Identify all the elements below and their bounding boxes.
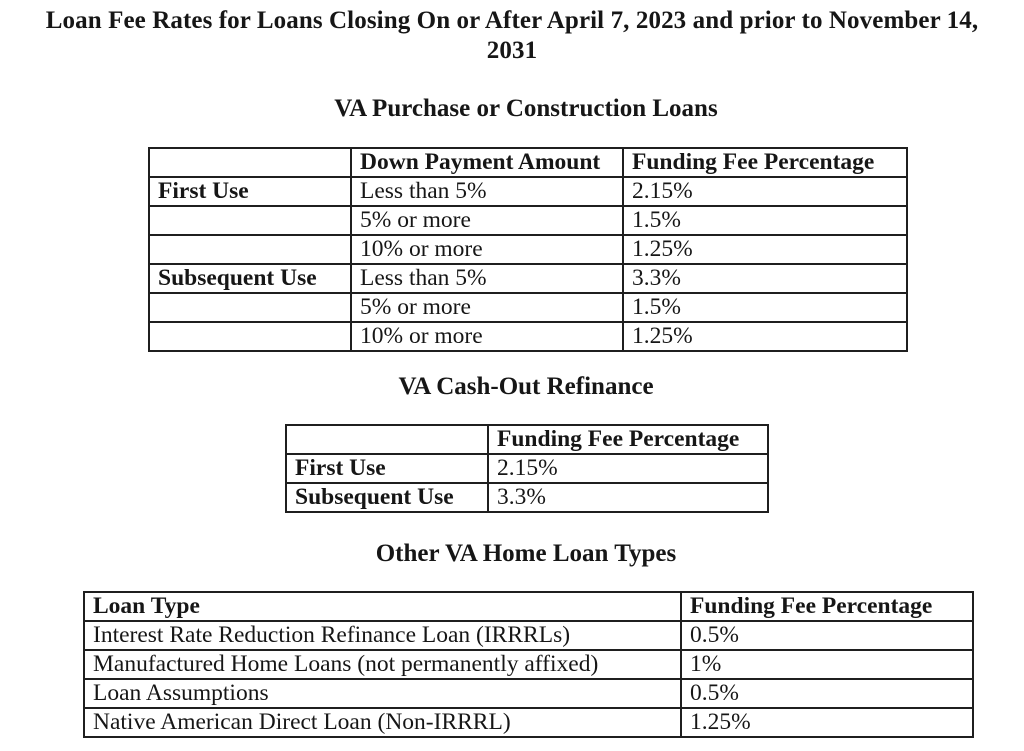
table-cell: 5% or more: [351, 206, 623, 235]
column-header: Funding Fee Percentage: [623, 148, 907, 177]
row-header: Subsequent Use: [286, 483, 488, 512]
row-header: [149, 322, 351, 351]
table-cell: 0.5%: [681, 621, 973, 650]
section-heading-cashout: VA Cash-Out Refinance: [398, 373, 654, 400]
table-cell: Less than 5%: [351, 264, 623, 293]
table-row: [84, 679, 973, 708]
section-heading-other: Other VA Home Loan Types: [375, 540, 677, 567]
table-header-row: [84, 592, 973, 621]
row-header: First Use: [286, 454, 488, 483]
row-header: [149, 235, 351, 264]
purchase-loans-table: [148, 147, 908, 352]
table-cell: 1.25%: [681, 708, 973, 737]
table-cell: Manufactured Home Loans (not permanently affixed): [84, 650, 681, 679]
table-cell: 10% or more: [351, 322, 623, 351]
table-row: [149, 235, 907, 264]
section-heading-purchase: VA Purchase or Construction Loans: [334, 95, 718, 122]
table-row: [84, 621, 973, 650]
table-cell: 2.15%: [623, 177, 907, 206]
table-cell: 5% or more: [351, 293, 623, 322]
page-title: Loan Fee Rates for Loans Closing On or After April 7, 2023 and prior to November 14, 2031: [45, 7, 979, 64]
table-row: [149, 322, 907, 351]
table-row: [149, 206, 907, 235]
table-cell: Native American Direct Loan (Non-IRRRL): [84, 708, 681, 737]
table-row: [286, 483, 768, 512]
column-header: Funding Fee Percentage: [681, 592, 973, 621]
table-row: [149, 264, 907, 293]
table-cell: 1.25%: [623, 235, 907, 264]
table-row: [149, 177, 907, 206]
table-header-row: [286, 425, 768, 454]
table-row: [84, 650, 973, 679]
column-header: Funding Fee Percentage: [488, 425, 768, 454]
table-row: [286, 454, 768, 483]
table-cell: 1.25%: [623, 322, 907, 351]
empty-header-cell: [149, 148, 351, 177]
table-cell: 1.5%: [623, 293, 907, 322]
table-cell: Loan Assumptions: [84, 679, 681, 708]
row-header: First Use: [149, 177, 351, 206]
table-row: [84, 708, 973, 737]
table-row: [149, 293, 907, 322]
table-header-row: [149, 148, 907, 177]
table-cell: 3.3%: [488, 483, 768, 512]
column-header: Down Payment Amount: [351, 148, 623, 177]
table-cell: 3.3%: [623, 264, 907, 293]
table-cell: Less than 5%: [351, 177, 623, 206]
table-cell: 2.15%: [488, 454, 768, 483]
cashout-refinance-table: [285, 424, 769, 513]
table-cell: 1.5%: [623, 206, 907, 235]
table-cell: Interest Rate Reduction Refinance Loan (IRRRLs): [84, 621, 681, 650]
other-loan-types-table: [83, 591, 974, 738]
table-cell: 1%: [681, 650, 973, 679]
column-header: Loan Type: [84, 592, 681, 621]
row-header: [149, 206, 351, 235]
empty-header-cell: [286, 425, 488, 454]
table-cell: 0.5%: [681, 679, 973, 708]
row-header: Subsequent Use: [149, 264, 351, 293]
row-header: [149, 293, 351, 322]
table-cell: 10% or more: [351, 235, 623, 264]
